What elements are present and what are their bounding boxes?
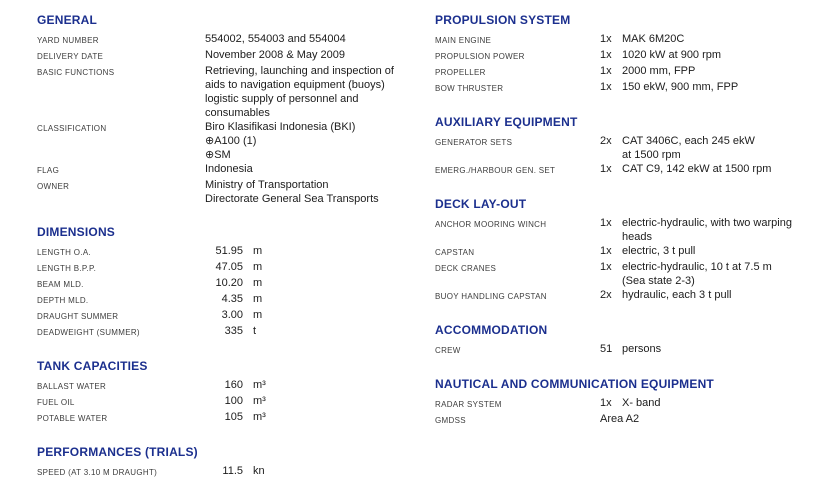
section-auxiliary-equipment bbox=[435, 115, 825, 178]
spec-label: DELIVERY DATE bbox=[37, 52, 104, 61]
value-number: 47.05 bbox=[215, 261, 243, 273]
value-text: persons bbox=[622, 343, 662, 355]
spec-value bbox=[600, 48, 825, 64]
spec-row-radar-system bbox=[435, 396, 825, 412]
value-line: Ministry of Transportation bbox=[205, 179, 329, 191]
spec-value bbox=[600, 396, 825, 412]
value-line bbox=[205, 464, 435, 478]
spec-value bbox=[205, 276, 435, 292]
spec-label: PROPELLER bbox=[435, 68, 486, 77]
value-quantity: 1x bbox=[600, 81, 612, 93]
value-line bbox=[600, 244, 825, 258]
value-text: X- band bbox=[622, 397, 661, 409]
value-line bbox=[600, 288, 825, 302]
section-deck-lay-out bbox=[435, 197, 825, 304]
value-line bbox=[600, 216, 825, 230]
section-title-auxiliary-equipment: AUXILIARY EQUIPMENT bbox=[435, 115, 578, 129]
value-text: electric, 3 t pull bbox=[622, 245, 696, 257]
section-title-performances-trials: PERFORMANCES (TRIALS) bbox=[37, 445, 198, 459]
value-line: November 2008 & May 2009 bbox=[205, 49, 346, 61]
spec-row-gmdss bbox=[435, 412, 825, 428]
spec-label: DEADWEIGHT (SUMMER) bbox=[37, 328, 140, 337]
spec-value bbox=[600, 288, 825, 304]
spec-value bbox=[600, 80, 825, 96]
value-quantity: 1x bbox=[600, 33, 612, 45]
spec-value bbox=[205, 394, 435, 410]
value-line bbox=[205, 394, 435, 408]
spec-row-yard-number bbox=[37, 32, 435, 48]
spec-value bbox=[600, 32, 825, 48]
value-line bbox=[600, 260, 825, 274]
value-unit: m bbox=[253, 277, 263, 289]
spec-row-deck-cranes bbox=[435, 260, 825, 288]
section-title-tank-capacities: TANK CAPACITIES bbox=[37, 359, 148, 373]
spec-row-basic-functions bbox=[37, 64, 435, 120]
value-line: at 1500 rpm bbox=[622, 149, 681, 161]
value-text: electric-hydraulic, with two warping bbox=[622, 217, 792, 229]
spec-row-crew bbox=[435, 342, 825, 358]
spec-value bbox=[600, 260, 825, 288]
value-line: Indonesia bbox=[205, 163, 253, 175]
spec-value bbox=[600, 244, 825, 260]
value-quantity: 1x bbox=[600, 65, 612, 77]
value-quantity: 1x bbox=[600, 49, 612, 61]
section-tank-capacities bbox=[37, 359, 435, 426]
spec-label: DRAUGHT SUMMER bbox=[37, 312, 119, 321]
spec-row-owner bbox=[37, 178, 435, 206]
spec-row-deadweight-summer bbox=[37, 324, 435, 340]
spec-value bbox=[600, 162, 825, 178]
spec-row-speed-at-3-10-m-draught bbox=[37, 464, 435, 480]
value-number: 100 bbox=[224, 395, 243, 407]
section-title-general: GENERAL bbox=[37, 13, 98, 27]
spec-row-length-b-p-p bbox=[37, 260, 435, 276]
value-number: 160 bbox=[224, 379, 243, 391]
value-unit: t bbox=[253, 325, 257, 337]
spec-label: EMERG./HARBOUR GEN. SET bbox=[435, 166, 556, 175]
value-line bbox=[205, 292, 435, 306]
spec-value bbox=[600, 412, 825, 428]
value-number: 11.5 bbox=[222, 465, 243, 477]
value-number: 4.35 bbox=[221, 293, 243, 305]
value-unit: m bbox=[253, 261, 263, 273]
value-text: 1020 kW at 900 rpm bbox=[622, 49, 722, 61]
value-text: 2000 mm, FPP bbox=[622, 65, 696, 77]
value-line bbox=[600, 32, 825, 46]
spec-label: BALLAST WATER bbox=[37, 382, 107, 391]
value-line bbox=[205, 244, 435, 258]
spec-value bbox=[205, 244, 435, 260]
value-unit: kn bbox=[253, 465, 265, 477]
section-title-propulsion-system: PROPULSION SYSTEM bbox=[435, 13, 571, 27]
value-number: 3.00 bbox=[221, 309, 243, 321]
section-propulsion-system bbox=[435, 13, 825, 96]
spec-label: POTABLE WATER bbox=[37, 414, 108, 423]
value-text: CAT 3406C, each 245 ekW bbox=[622, 135, 755, 147]
value-unit: m³ bbox=[253, 379, 266, 391]
section-title-accommodation: ACCOMMODATION bbox=[435, 323, 548, 337]
spec-label: MAIN ENGINE bbox=[435, 36, 492, 45]
value-line bbox=[600, 134, 825, 148]
spec-row-propulsion-power bbox=[435, 48, 825, 64]
spec-row-buoy-handling-capstan bbox=[435, 288, 825, 304]
spec-label: RADAR SYSTEM bbox=[435, 400, 502, 409]
spec-value bbox=[600, 216, 825, 244]
spec-label: OWNER bbox=[37, 182, 70, 191]
section-accommodation bbox=[435, 323, 825, 358]
column-left bbox=[37, 13, 435, 499]
value-line bbox=[205, 324, 435, 338]
value-line: ⊕SM bbox=[205, 149, 231, 161]
value-line: aids to navigation equipment (buoys) bbox=[205, 79, 385, 91]
spec-value bbox=[205, 120, 435, 162]
value-line bbox=[205, 410, 435, 424]
value-text: 150 ekW, 900 mm, FPP bbox=[622, 81, 739, 93]
value-quantity: 1x bbox=[600, 163, 612, 175]
section-general bbox=[37, 13, 435, 206]
value-number: 51.95 bbox=[215, 245, 243, 257]
spec-row-beam-mld bbox=[37, 276, 435, 292]
value-quantity: 1x bbox=[600, 245, 612, 257]
spec-value bbox=[205, 178, 435, 206]
section-title-nautical-and-communication-equipment: NAUTICAL AND COMMUNICATION EQUIPMENT bbox=[435, 377, 714, 391]
value-line: logistic supply of personnel and bbox=[205, 93, 359, 105]
spec-label: DEPTH MLD. bbox=[37, 296, 89, 305]
spec-label: GENERATOR SETS bbox=[435, 138, 513, 147]
value-text: MAK 6M20C bbox=[622, 33, 685, 45]
spec-label: FLAG bbox=[37, 166, 60, 175]
spec-value bbox=[205, 378, 435, 394]
spec-label: LENGTH B.P.P. bbox=[37, 264, 97, 273]
value-line bbox=[600, 48, 825, 62]
section-title-dimensions: DIMENSIONS bbox=[37, 225, 116, 239]
value-number: 10.20 bbox=[215, 277, 243, 289]
value-unit: m³ bbox=[253, 395, 266, 407]
value-unit: m³ bbox=[253, 411, 266, 423]
spec-label: LENGTH O.A. bbox=[37, 248, 91, 257]
value-unit: m bbox=[253, 293, 263, 305]
value-quantity: 1x bbox=[600, 397, 612, 409]
value-line: 554002, 554003 and 554004 bbox=[205, 33, 346, 45]
spec-value bbox=[205, 308, 435, 324]
spec-row-potable-water bbox=[37, 410, 435, 426]
spec-label: CLASSIFICATION bbox=[37, 124, 107, 133]
spec-label: YARD NUMBER bbox=[37, 36, 99, 45]
section-dimensions bbox=[37, 225, 435, 340]
spec-label: BUOY HANDLING CAPSTAN bbox=[435, 292, 547, 301]
value-line bbox=[205, 378, 435, 392]
value-quantity: 2x bbox=[600, 289, 612, 301]
spec-row-anchor-mooring-winch bbox=[435, 216, 825, 244]
value-line bbox=[205, 276, 435, 290]
spec-value bbox=[205, 324, 435, 340]
value-line bbox=[600, 64, 825, 78]
spec-row-fuel-oil bbox=[37, 394, 435, 410]
value-line: (Sea state 2-3) bbox=[622, 275, 695, 287]
spec-label: DECK CRANES bbox=[435, 264, 497, 273]
spec-row-classification bbox=[37, 120, 435, 162]
spec-label: ANCHOR MOORING WINCH bbox=[435, 220, 547, 229]
spec-row-generator-sets bbox=[435, 134, 825, 162]
spec-value bbox=[600, 134, 825, 162]
spec-row-draught-summer bbox=[37, 308, 435, 324]
spec-label: CREW bbox=[435, 346, 461, 355]
spec-row-ballast-water bbox=[37, 378, 435, 394]
spec-label: BOW THRUSTER bbox=[435, 84, 504, 93]
spec-value bbox=[205, 162, 435, 178]
spec-value bbox=[205, 292, 435, 308]
value-line: consumables bbox=[205, 107, 270, 119]
spec-row-length-o-a bbox=[37, 244, 435, 260]
value-line: Retrieving, launching and inspection of bbox=[205, 65, 394, 77]
value-line: Biro Klasifikasi Indonesia (BKI) bbox=[205, 121, 356, 133]
spec-value bbox=[205, 464, 435, 480]
spec-label: SPEED (AT 3.10 M DRAUGHT) bbox=[37, 468, 158, 477]
value-unit: m bbox=[253, 309, 263, 321]
value-quantity: 2x bbox=[600, 135, 612, 147]
value-quantity: 51 bbox=[600, 343, 613, 355]
spec-value bbox=[205, 32, 435, 48]
value-number: 335 bbox=[224, 325, 243, 337]
spec-row-emerg-harbour-gen-set bbox=[435, 162, 825, 178]
column-right bbox=[435, 13, 825, 499]
section-nautical-and-communication-equipment bbox=[435, 377, 825, 428]
spec-label: GMDSS bbox=[435, 416, 466, 425]
value-text: hydraulic, each 3 t pull bbox=[622, 289, 732, 301]
value-number: 105 bbox=[224, 411, 243, 423]
spec-value bbox=[205, 410, 435, 426]
section-title-deck-lay-out: DECK LAY-OUT bbox=[435, 197, 527, 211]
value-line bbox=[205, 260, 435, 274]
value-line: ⊕A100 (1) bbox=[205, 135, 257, 147]
spec-row-depth-mld bbox=[37, 292, 435, 308]
spec-row-bow-thruster bbox=[435, 80, 825, 96]
value-line: heads bbox=[622, 231, 652, 243]
spec-label: CAPSTAN bbox=[435, 248, 475, 257]
value-quantity: 1x bbox=[600, 261, 612, 273]
value-unit: m bbox=[253, 245, 263, 257]
spec-row-delivery-date bbox=[37, 48, 435, 64]
spec-label: BEAM MLD. bbox=[37, 280, 84, 289]
spec-value bbox=[205, 48, 435, 64]
spec-label: PROPULSION POWER bbox=[435, 52, 525, 61]
value-quantity: 1x bbox=[600, 217, 612, 229]
value-text: electric-hydraulic, 10 t at 7.5 m bbox=[622, 261, 772, 273]
spec-row-propeller bbox=[435, 64, 825, 80]
value-line bbox=[600, 396, 825, 410]
spec-value bbox=[600, 64, 825, 80]
spec-row-main-engine bbox=[435, 32, 825, 48]
spec-value bbox=[205, 64, 435, 120]
value-line bbox=[600, 342, 825, 356]
value-line bbox=[600, 80, 825, 94]
value-line: Area A2 bbox=[600, 413, 640, 425]
value-text: CAT C9, 142 ekW at 1500 rpm bbox=[622, 163, 772, 175]
spec-value bbox=[205, 260, 435, 276]
section-performances-trials bbox=[37, 445, 435, 480]
value-line: Directorate General Sea Transports bbox=[205, 193, 379, 205]
value-line bbox=[205, 308, 435, 322]
spec-value bbox=[600, 342, 825, 358]
spec-row-capstan bbox=[435, 244, 825, 260]
spec-label: FUEL OIL bbox=[37, 398, 75, 407]
spec-row-flag bbox=[37, 162, 435, 178]
spec-label: BASIC FUNCTIONS bbox=[37, 68, 115, 77]
value-line bbox=[600, 162, 825, 176]
